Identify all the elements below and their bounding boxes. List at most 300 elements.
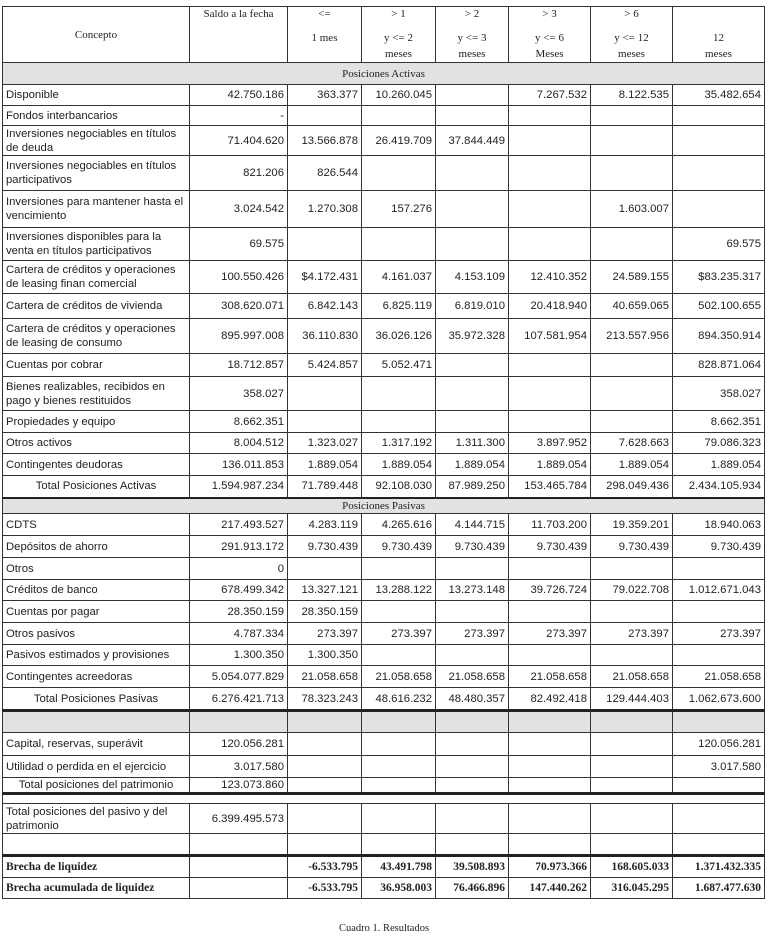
- value-cell: [436, 191, 509, 228]
- table-row: [3, 645, 765, 666]
- row-label: [3, 711, 190, 733]
- table-row: [3, 476, 765, 498]
- value-cell: 21.058.658: [509, 666, 591, 688]
- value-cell: [673, 645, 765, 666]
- value-cell: 21.058.658: [436, 666, 509, 688]
- value-cell: 273.397: [591, 623, 673, 645]
- value-cell: 6.276.421.713: [190, 688, 288, 711]
- table-row: [3, 85, 765, 106]
- value-cell: [436, 85, 509, 106]
- header-col-mid: y <= 2: [384, 32, 413, 44]
- header-col-bottom: [193, 47, 284, 61]
- value-cell: 13.327.121: [288, 580, 362, 601]
- value-cell: 20.418.940: [509, 294, 591, 319]
- table-row: [3, 878, 765, 899]
- value-cell: 36.110.830: [288, 319, 362, 354]
- value-cell: 1.603.007: [591, 191, 673, 228]
- value-cell: 13.273.148: [436, 580, 509, 601]
- row-label: Total Posiciones Pasivas: [3, 688, 190, 711]
- value-cell: 82.492.418: [509, 688, 591, 711]
- value-cell: 71.789.448: [288, 476, 362, 498]
- value-cell: 273.397: [288, 623, 362, 645]
- value-cell: 8.122.535: [591, 85, 673, 106]
- value-cell: [509, 804, 591, 834]
- value-cell: 69.575: [190, 228, 288, 261]
- value-cell: [591, 354, 673, 377]
- value-cell: 28.350.159: [288, 601, 362, 623]
- value-cell: [436, 354, 509, 377]
- value-cell: 273.397: [436, 623, 509, 645]
- value-cell: 76.466.896: [436, 878, 509, 899]
- value-cell: 39.508.893: [436, 856, 509, 878]
- value-cell: [509, 733, 591, 756]
- row-label: Otros: [3, 558, 190, 580]
- row-label: Inversiones negociables en títulos participativos: [3, 156, 190, 191]
- value-cell: [591, 411, 673, 433]
- table-row: [3, 433, 765, 454]
- value-cell: 1.687.477.630: [673, 878, 765, 899]
- header-col-top: > 2: [464, 8, 480, 20]
- value-cell: 5.052.471: [362, 354, 436, 377]
- value-cell: [673, 804, 765, 834]
- value-cell: 12.410.352: [509, 261, 591, 294]
- row-label: Total posiciones del patrimonio: [3, 778, 190, 794]
- table-row: [3, 711, 765, 733]
- value-cell: [509, 411, 591, 433]
- header-col-bottom: meses: [618, 48, 645, 60]
- value-cell: 1.012.671.043: [673, 580, 765, 601]
- row-label: CDTS: [3, 514, 190, 536]
- value-cell: [436, 411, 509, 433]
- value-cell: [591, 228, 673, 261]
- header-col-mid: y <= 6: [535, 32, 564, 44]
- value-cell: 35.482.654: [673, 85, 765, 106]
- row-label: Brecha acumulada de liquidez: [3, 878, 190, 899]
- value-cell: 502.100.655: [673, 294, 765, 319]
- row-label: Bienes realizables, recibidos en pago y bienes restituidos: [3, 377, 190, 411]
- value-cell: 1.317.192: [362, 433, 436, 454]
- value-cell: 678.499.342: [190, 580, 288, 601]
- value-cell: [362, 411, 436, 433]
- value-cell: 1.270.308: [288, 191, 362, 228]
- value-cell: [190, 856, 288, 878]
- value-cell: 13.566.878: [288, 126, 362, 156]
- table-row: [3, 126, 765, 156]
- value-cell: 40.659.065: [591, 294, 673, 319]
- value-cell: [362, 834, 436, 856]
- value-cell: 0: [190, 558, 288, 580]
- row-label: Inversiones negociables en títulos de deuda: [3, 126, 190, 156]
- value-cell: 291.913.172: [190, 536, 288, 558]
- header-col-top: > 1: [391, 8, 406, 20]
- table-row: [3, 580, 765, 601]
- value-cell: [509, 756, 591, 778]
- table-row: [3, 319, 765, 354]
- value-cell: 217.493.527: [190, 514, 288, 536]
- value-cell: 1.594.987.234: [190, 476, 288, 498]
- row-label: Total posiciones del pasivo y del patrimonio: [3, 804, 190, 834]
- value-cell: 42.750.186: [190, 85, 288, 106]
- value-cell: [436, 756, 509, 778]
- value-cell: 9.730.439: [591, 536, 673, 558]
- table-row: [3, 778, 765, 794]
- value-cell: 18.940.063: [673, 514, 765, 536]
- value-cell: [509, 377, 591, 411]
- value-cell: $4.172.431: [288, 261, 362, 294]
- value-cell: [436, 106, 509, 126]
- value-cell: 5.424.857: [288, 354, 362, 377]
- header-col-mid: 12: [713, 32, 724, 44]
- row-label: Otros pasivos: [3, 623, 190, 645]
- value-cell: 9.730.439: [673, 536, 765, 558]
- value-cell: [362, 558, 436, 580]
- value-cell: 24.589.155: [591, 261, 673, 294]
- value-cell: 3.017.580: [190, 756, 288, 778]
- value-cell: 3.017.580: [673, 756, 765, 778]
- table-row: [3, 228, 765, 261]
- header-col-0: [190, 7, 288, 63]
- value-cell: 7.628.663: [591, 433, 673, 454]
- table-row: [3, 733, 765, 756]
- value-cell: [288, 711, 362, 733]
- value-cell: [362, 228, 436, 261]
- row-label: Capital, reservas, superávit: [3, 733, 190, 756]
- value-cell: [509, 191, 591, 228]
- value-cell: [436, 645, 509, 666]
- section-title: Posiciones Pasivas: [3, 498, 765, 514]
- value-cell: [190, 878, 288, 899]
- table-row: [3, 377, 765, 411]
- header-col-bottom: meses: [458, 48, 486, 60]
- header-col-top: [676, 7, 761, 25]
- value-cell: [673, 558, 765, 580]
- value-cell: 828.871.064: [673, 354, 765, 377]
- value-cell: 4.787.334: [190, 623, 288, 645]
- value-cell: [591, 711, 673, 733]
- value-cell: 21.058.658: [591, 666, 673, 688]
- value-cell: 9.730.439: [362, 536, 436, 558]
- value-cell: [436, 711, 509, 733]
- value-cell: [436, 558, 509, 580]
- value-cell: [436, 778, 509, 794]
- header-col-6: [673, 7, 765, 63]
- value-cell: 157.276: [362, 191, 436, 228]
- value-cell: [673, 601, 765, 623]
- header-col-5: [591, 7, 673, 63]
- header-col-bottom: meses: [705, 48, 732, 60]
- value-cell: [288, 411, 362, 433]
- row-label: Total Posiciones Activas: [3, 476, 190, 498]
- value-cell: [288, 558, 362, 580]
- value-cell: 8.004.512: [190, 433, 288, 454]
- row-label: Pasivos estimados y provisiones: [3, 645, 190, 666]
- value-cell: 8.662.351: [673, 411, 765, 433]
- spacer-cell: [3, 794, 765, 804]
- value-cell: 1.371.432.335: [673, 856, 765, 878]
- table-row: [3, 294, 765, 319]
- table-row: [3, 514, 765, 536]
- table-caption: Cuadro 1. Resultados: [338, 923, 430, 934]
- value-cell: 308.620.071: [190, 294, 288, 319]
- value-cell: [509, 228, 591, 261]
- value-cell: [509, 354, 591, 377]
- table-row: [3, 411, 765, 433]
- row-label: Cuentas por cobrar: [3, 354, 190, 377]
- header-concepto: Concepto: [3, 7, 190, 63]
- value-cell: [591, 804, 673, 834]
- value-cell: [673, 191, 765, 228]
- value-cell: 1.311.300: [436, 433, 509, 454]
- value-cell: 79.022.708: [591, 580, 673, 601]
- row-label: Contingentes acreedoras: [3, 666, 190, 688]
- value-cell: [436, 377, 509, 411]
- value-cell: -: [190, 106, 288, 126]
- value-cell: [362, 756, 436, 778]
- table-row: [3, 623, 765, 645]
- value-cell: 78.323.243: [288, 688, 362, 711]
- value-cell: 358.027: [673, 377, 765, 411]
- value-cell: [362, 733, 436, 756]
- value-cell: [509, 778, 591, 794]
- value-cell: [288, 377, 362, 411]
- table-row: [3, 536, 765, 558]
- value-cell: 9.730.439: [509, 536, 591, 558]
- value-cell: [190, 834, 288, 856]
- section-title: Posiciones Activas: [3, 63, 765, 85]
- value-cell: 1.300.350: [288, 645, 362, 666]
- table-row: [3, 794, 765, 804]
- value-cell: [288, 756, 362, 778]
- value-cell: 358.027: [190, 377, 288, 411]
- value-cell: 4.265.616: [362, 514, 436, 536]
- header-col-mid: [193, 25, 284, 47]
- value-cell: [673, 834, 765, 856]
- value-cell: 87.989.250: [436, 476, 509, 498]
- table-row: [3, 601, 765, 623]
- value-cell: 1.889.054: [436, 454, 509, 476]
- value-cell: 894.350.914: [673, 319, 765, 354]
- row-label: Propiedades y equipo: [3, 411, 190, 433]
- value-cell: [288, 106, 362, 126]
- row-label: Cartera de créditos de vivienda: [3, 294, 190, 319]
- value-cell: [362, 778, 436, 794]
- value-cell: 69.575: [673, 228, 765, 261]
- header-row: [3, 7, 765, 63]
- header-col-4: [509, 7, 591, 63]
- value-cell: -6.533.795: [288, 856, 362, 878]
- value-cell: 4.144.715: [436, 514, 509, 536]
- value-cell: 71.404.620: [190, 126, 288, 156]
- value-cell: [673, 106, 765, 126]
- value-cell: 36.958.003: [362, 878, 436, 899]
- value-cell: 35.972.328: [436, 319, 509, 354]
- value-cell: 298.049.436: [591, 476, 673, 498]
- value-cell: 363.377: [288, 85, 362, 106]
- value-cell: [509, 711, 591, 733]
- value-cell: [509, 156, 591, 191]
- value-cell: 3.897.952: [509, 433, 591, 454]
- value-cell: [362, 106, 436, 126]
- value-cell: 4.283.119: [288, 514, 362, 536]
- value-cell: 826.544: [288, 156, 362, 191]
- value-cell: [436, 601, 509, 623]
- row-label: Otros activos: [3, 433, 190, 454]
- row-label: Contingentes deudoras: [3, 454, 190, 476]
- value-cell: 48.480.357: [436, 688, 509, 711]
- value-cell: 39.726.724: [509, 580, 591, 601]
- value-cell: 1.889.054: [362, 454, 436, 476]
- value-cell: 6.399.495.573: [190, 804, 288, 834]
- table-row: [3, 856, 765, 878]
- table-row: [3, 191, 765, 228]
- value-cell: [362, 377, 436, 411]
- value-cell: 2.434.105.934: [673, 476, 765, 498]
- table-row: [3, 558, 765, 580]
- row-label: Brecha de liquidez: [3, 856, 190, 878]
- value-cell: [591, 601, 673, 623]
- header-col-2: [362, 7, 436, 63]
- value-cell: [673, 126, 765, 156]
- value-cell: 43.491.798: [362, 856, 436, 878]
- row-label: Inversiones disponibles para la venta en títulos participativos: [3, 228, 190, 261]
- header-col-1: [288, 7, 362, 63]
- value-cell: 1.323.027: [288, 433, 362, 454]
- value-cell: [673, 711, 765, 733]
- row-label: Inversiones para mantener hasta el vencimiento: [3, 191, 190, 228]
- value-cell: [436, 804, 509, 834]
- table-row: [3, 156, 765, 191]
- value-cell: [591, 778, 673, 794]
- row-label: Cuentas por pagar: [3, 601, 190, 623]
- value-cell: 70.973.366: [509, 856, 591, 878]
- value-cell: 28.350.159: [190, 601, 288, 623]
- value-cell: 21.058.658: [673, 666, 765, 688]
- value-cell: [190, 711, 288, 733]
- row-label: Fondos interbancarios: [3, 106, 190, 126]
- row-label: Cartera de créditos y operaciones de leasing de consumo: [3, 319, 190, 354]
- row-label: Utilidad o perdida en el ejercicio: [3, 756, 190, 778]
- table-row: [3, 354, 765, 377]
- value-cell: [509, 558, 591, 580]
- value-cell: [288, 228, 362, 261]
- table-row: [3, 834, 765, 856]
- value-cell: 21.058.658: [288, 666, 362, 688]
- value-cell: [362, 156, 436, 191]
- value-cell: $83.235.317: [673, 261, 765, 294]
- value-cell: 107.581.954: [509, 319, 591, 354]
- row-label: Disponible: [3, 85, 190, 106]
- value-cell: [362, 804, 436, 834]
- value-cell: 92.108.030: [362, 476, 436, 498]
- value-cell: 6.819.010: [436, 294, 509, 319]
- value-cell: [436, 733, 509, 756]
- value-cell: [509, 601, 591, 623]
- value-cell: [591, 756, 673, 778]
- value-cell: [509, 834, 591, 856]
- row-label: Depósitos de ahorro: [3, 536, 190, 558]
- liquidity-gap-table: [2, 6, 765, 899]
- table-row: [3, 666, 765, 688]
- value-cell: [591, 156, 673, 191]
- value-cell: 79.086.323: [673, 433, 765, 454]
- header-col-mid: y <= 3: [457, 32, 487, 44]
- header-col-mid: 1 mes: [311, 32, 338, 44]
- value-cell: 4.161.037: [362, 261, 436, 294]
- value-cell: 273.397: [362, 623, 436, 645]
- header-col-bottom: Meses: [535, 48, 564, 60]
- value-cell: 4.153.109: [436, 261, 509, 294]
- value-cell: 273.397: [509, 623, 591, 645]
- header-col-top: <=: [318, 8, 331, 20]
- value-cell: [436, 156, 509, 191]
- header-col-top: > 6: [624, 8, 639, 20]
- value-cell: 8.662.351: [190, 411, 288, 433]
- value-cell: 9.730.439: [288, 536, 362, 558]
- value-cell: [591, 733, 673, 756]
- value-cell: 6.842.143: [288, 294, 362, 319]
- header-col-top: Saldo a la fecha: [203, 8, 274, 20]
- header-col-top: > 3: [542, 8, 557, 20]
- value-cell: 316.045.295: [591, 878, 673, 899]
- header-col-bottom: meses: [385, 48, 412, 60]
- value-cell: [436, 228, 509, 261]
- value-cell: 1.889.054: [673, 454, 765, 476]
- value-cell: 1.889.054: [288, 454, 362, 476]
- value-cell: [288, 834, 362, 856]
- header-col-mid: y <= 12: [614, 32, 649, 44]
- table-row: [3, 756, 765, 778]
- value-cell: [591, 126, 673, 156]
- value-cell: 7.267.532: [509, 85, 591, 106]
- value-cell: 136.011.853: [190, 454, 288, 476]
- value-cell: 5.054.077.829: [190, 666, 288, 688]
- value-cell: 123.073.860: [190, 778, 288, 794]
- value-cell: 1.889.054: [509, 454, 591, 476]
- value-cell: 129.444.403: [591, 688, 673, 711]
- value-cell: [288, 778, 362, 794]
- row-label: [3, 834, 190, 856]
- value-cell: [591, 377, 673, 411]
- value-cell: 21.058.658: [362, 666, 436, 688]
- value-cell: [362, 601, 436, 623]
- value-cell: 100.550.426: [190, 261, 288, 294]
- value-cell: [436, 834, 509, 856]
- value-cell: [591, 834, 673, 856]
- table-row: [3, 688, 765, 711]
- value-cell: [509, 106, 591, 126]
- value-cell: [288, 733, 362, 756]
- value-cell: [673, 778, 765, 794]
- value-cell: 26.419.709: [362, 126, 436, 156]
- table-row: [3, 454, 765, 476]
- value-cell: [288, 804, 362, 834]
- table-row: [3, 261, 765, 294]
- value-cell: 11.703.200: [509, 514, 591, 536]
- value-cell: 3.024.542: [190, 191, 288, 228]
- value-cell: 213.557.956: [591, 319, 673, 354]
- value-cell: 147.440.262: [509, 878, 591, 899]
- value-cell: 1.062.673.600: [673, 688, 765, 711]
- value-cell: 18.712.857: [190, 354, 288, 377]
- value-cell: 9.730.439: [436, 536, 509, 558]
- value-cell: 168.605.033: [591, 856, 673, 878]
- header-col-bottom: [291, 47, 358, 61]
- value-cell: -6.533.795: [288, 878, 362, 899]
- value-cell: 48.616.232: [362, 688, 436, 711]
- value-cell: 273.397: [673, 623, 765, 645]
- value-cell: [362, 645, 436, 666]
- row-label: Cartera de créditos y operaciones de leasing finan comercial: [3, 261, 190, 294]
